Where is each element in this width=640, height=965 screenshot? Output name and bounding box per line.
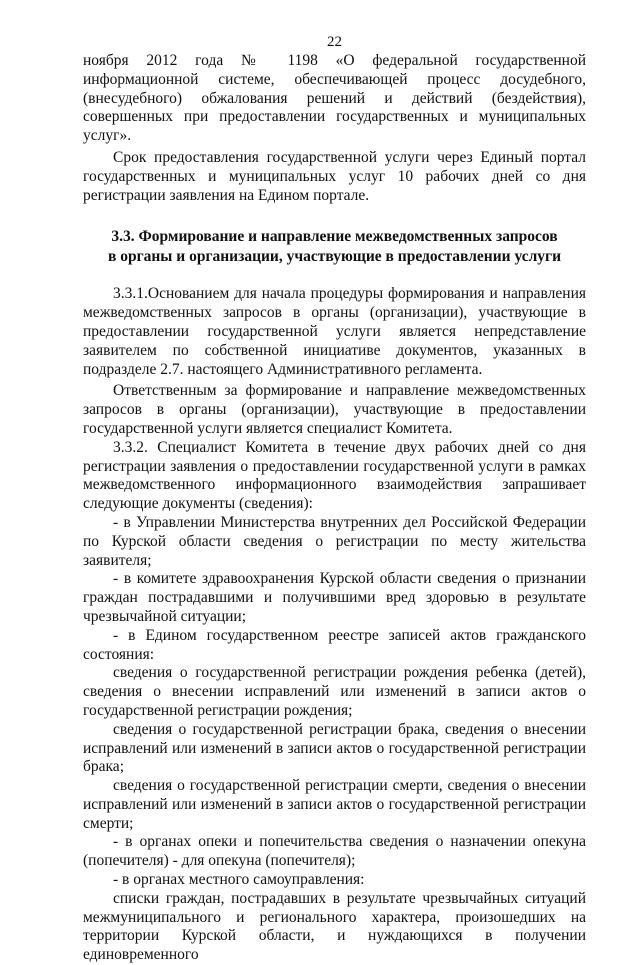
list-item-local-government: - в органах местного самоуправления:: [113, 871, 365, 889]
list-item-birth: сведения о государственной регистрации рождения ребенка (детей), сведения о внесении исправлений или изменений в записи актов о государственной регистрации рождения;: [83, 664, 586, 719]
paragraph-continuation: ноября 2012 года № 1198 «О федеральной государственной информационной системе, обеспечивающей процесс досудебного, (внесудебного) обжалования решений и действий (бездействия), совершенных при предоставлении государственных и муниципальных услуг».: [83, 52, 586, 145]
section-heading-line-1: 3.3. Формирование и направление межведомственных запросов: [111, 228, 558, 246]
list-item-health-committee: - в комитете здравоохранения Курской области сведения о признании граждан пострадавшими и получившими вред здоровью в результате чрезвычайной ситуации;: [83, 570, 586, 625]
section-heading: [83, 227, 586, 267]
paragraph-responsible: Ответственным за формирование и направление межведомственных запросов в органы (организации), участвующие в предоставлении государственной услуги является специалист Комитета.: [83, 382, 586, 437]
list-item-mvd: - в Управлении Министерства внутренних дел Российской Федерации по Курской области сведения о регистрации по месту жительства заявителя;: [83, 513, 586, 569]
section-heading-line-2: в органы и организации, участвующие в предоставлении услуги: [107, 248, 562, 266]
page-number: 22: [327, 34, 342, 50]
list-item-death: сведения о государственной регистрации смерти, сведения о внесении исправлений или изменений в записи актов о государственной регистрации смерти;: [83, 777, 586, 832]
paragraph-portal-deadline: Срок предоставления государственной услуги через Единый портал государственных и муниципальных услуг 10 рабочих дней со дня регистрации заявления на Едином портале.: [83, 148, 586, 204]
list-item-registry: - в Едином государственном реестре записей актов гражданского состояния:: [83, 626, 586, 663]
list-item-guardianship: - в органах опеки и попечительства сведения о назначении опекуна (попечителя) - для опекуна (попечителя);: [83, 833, 586, 870]
list-item-victims-lists: списки граждан, пострадавших в результате чрезвычайных ситуаций межмуниципального и регионального характера, произошедших на территории Курской области, и нуждающихся в получении единовременного: [83, 889, 586, 964]
list-item-marriage: сведения о государственной регистрации брака, сведения о внесении исправлений или изменений в записи актов о государственной регистрации брака;: [83, 720, 586, 776]
paragraph-3-3-2: 3.3.2. Специалист Комитета в течение двух рабочих дней со дня регистрации заявления о предоставлении государственной услуги в рамках межведомственного информационного взаимодействия запрашивает следующие документы (сведения):: [83, 438, 586, 513]
paragraph-3-3-1: 3.3.1.Основанием для начала процедуры формирования и направления межведомственных запросов в органы (организации), участвующие в предоставлении государственной услуги является непредставление заявителем по собственной инициативе документов, указанных в подразделе 2.7. настоящего Административного регламента.: [83, 285, 586, 378]
